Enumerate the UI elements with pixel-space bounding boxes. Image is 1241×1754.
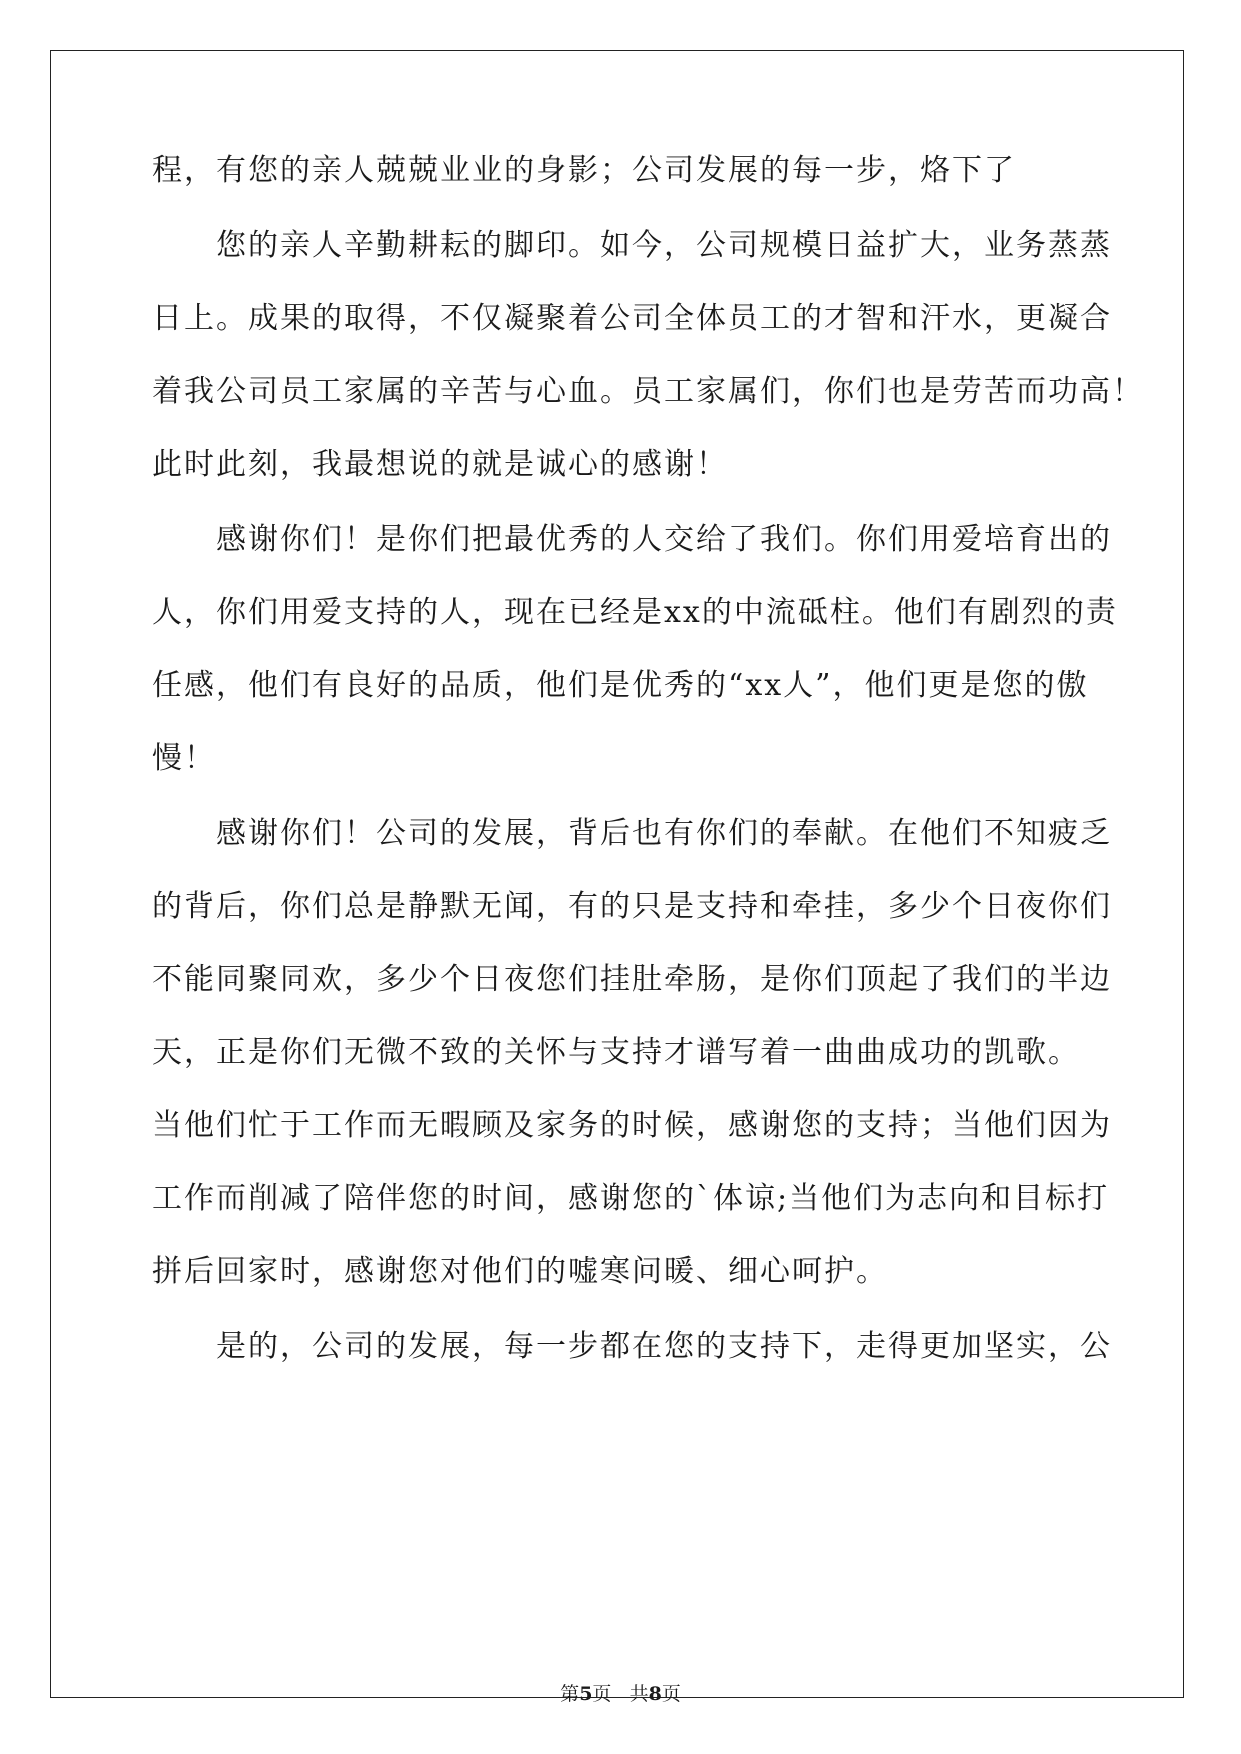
- paragraph-line: 拼后回家时，感谢您对他们的嘘寒问暖、细心呵护。: [152, 1254, 888, 1289]
- page-footer: [0, 1682, 1241, 1706]
- paragraph-line: 不能同聚同欢，多少个日夜您们挂肚牵肠，是你们顶起了我们的半边: [152, 962, 1112, 997]
- page-border: [50, 50, 1184, 1698]
- paragraph-line: 慢！: [152, 741, 216, 776]
- paragraph-line: 着我公司员工家属的辛苦与心血。员工家属们，你们也是劳苦而功高！: [152, 374, 1144, 409]
- paragraph-line: 感谢你们！是你们把最优秀的人交给了我们。你们用爱培育出的: [152, 522, 1112, 557]
- page-number: 5: [579, 1683, 593, 1705]
- paragraph-line: 当他们忙于工作而无暇顾及家务的时候，感谢您的支持；当他们因为: [152, 1108, 1112, 1143]
- total-prefix: 共: [629, 1683, 649, 1705]
- paragraph-line: 感谢你们！公司的发展，背后也有你们的奉献。在他们不知疲乏: [152, 816, 1112, 851]
- paragraph-line: 是的，公司的发展，每一步都在您的支持下，走得更加坚实，公: [152, 1329, 1112, 1364]
- paragraph-line: 任感，他们有良好的品质，他们是优秀的“xx人”，他们更是您的傲: [152, 668, 1089, 703]
- paragraph-line: 工作而削减了陪伴您的时间，感谢您的`体谅;当他们为志向和目标打: [152, 1181, 1110, 1216]
- page-prefix: 第: [560, 1683, 580, 1705]
- total-pages: 8: [648, 1683, 662, 1705]
- paragraph-line: 此时此刻，我最想说的就是诚心的感谢！: [152, 447, 728, 482]
- paragraph-line: 您的亲人辛勤耕耘的脚印。如今，公司规模日益扩大，业务蒸蒸: [152, 228, 1112, 263]
- total-suffix: 页: [661, 1683, 681, 1705]
- paragraph-line: 日上。成果的取得，不仅凝聚着公司全体员工的才智和汗水，更凝合: [152, 301, 1112, 336]
- page-suffix: 页: [592, 1683, 612, 1705]
- paragraph-line: 天，正是你们无微不致的关怀与支持才谱写着一曲曲成功的凯歌。: [152, 1035, 1080, 1070]
- paragraph-line: 程，有您的亲人兢兢业业的身影；公司发展的每一步，烙下了: [152, 153, 1016, 188]
- paragraph-line: 人，你们用爱支持的人，现在已经是xx的中流砥柱。他们有剧烈的责: [152, 595, 1118, 630]
- paragraph-line: 的背后，你们总是静默无闻，有的只是支持和牵挂，多少个日夜你们: [152, 889, 1112, 924]
